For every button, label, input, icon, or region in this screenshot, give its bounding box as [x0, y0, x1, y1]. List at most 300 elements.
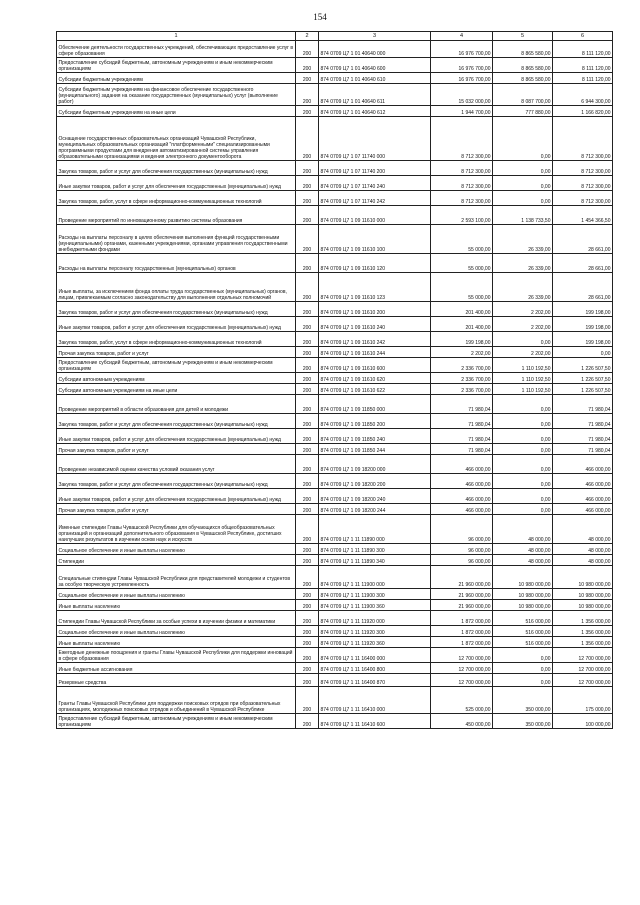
row-name-cell: Социальное обеспечение и иные выплаты населению — [57, 589, 296, 600]
row-code-cell: 874 0709 Ц7 1 09 11610 244 — [319, 347, 431, 358]
row-name-cell: Иные закупки товаров, работ и услуг для обеспечения государственных (муниципальных) нужд — [57, 317, 296, 332]
row-code-cell: 874 0709 Ц7 1 09 18200 000 — [319, 455, 431, 474]
table-row — [57, 504, 613, 515]
row-value-cell: 21 960 000,00 — [431, 566, 493, 589]
row-value-cell: 8 712 300,00 — [431, 117, 493, 161]
row-admin-cell: 200 — [296, 648, 319, 663]
table-row — [57, 254, 613, 273]
row-value-cell: 466 000,00 — [553, 474, 613, 489]
row-value-cell: 1 110 192,50 — [493, 384, 553, 395]
row-value-cell: 466 000,00 — [553, 489, 613, 504]
row-name-cell: Иные выплаты населению — [57, 637, 296, 648]
row-value-cell: 71 980,04 — [553, 429, 613, 444]
row-admin-cell: 200 — [296, 347, 319, 358]
row-value-cell: 15 032 000,00 — [431, 84, 493, 106]
row-value-cell: 8 712 300,00 — [553, 176, 613, 191]
row-name-cell: Специальные стипендии Главы Чувашской Республики для представителей молодежи и студентов за особую творческую устремленность — [57, 566, 296, 589]
row-value-cell: 2 336 700,00 — [431, 384, 493, 395]
row-value-cell: 516 000,00 — [493, 637, 553, 648]
row-admin-cell: 200 — [296, 317, 319, 332]
row-value-cell: 16 976 700,00 — [431, 41, 493, 58]
row-value-cell: 71 980,04 — [431, 395, 493, 414]
row-admin-cell: 200 — [296, 504, 319, 515]
row-code-cell: 874 0709 Ц7 1 09 11850 000 — [319, 395, 431, 414]
row-name-cell: Закупка товаров, работ и услуг для обеспечения государственных (муниципальных) нужд — [57, 302, 296, 317]
row-value-cell: 48 000,00 — [553, 515, 613, 544]
row-code-cell: 874 0709 Ц7 1 09 11610 000 — [319, 206, 431, 225]
column-header: 4 — [431, 32, 493, 41]
row-code-cell: 874 0709 Ц7 1 11 11900 000 — [319, 566, 431, 589]
table-row — [57, 73, 613, 84]
row-value-cell: 96 000,00 — [431, 544, 493, 555]
row-name-cell: Иные закупки товаров, работ и услуг для обеспечения государственных (муниципальных) нужд — [57, 429, 296, 444]
table-row — [57, 317, 613, 332]
table-row — [57, 225, 613, 254]
row-value-cell: 1 872 000,00 — [431, 637, 493, 648]
column-header: 2 — [296, 32, 319, 41]
column-header: 6 — [553, 32, 613, 41]
row-value-cell: 8 865 580,00 — [493, 41, 553, 58]
row-value-cell: 2 336 700,00 — [431, 358, 493, 373]
row-value-cell: 466 000,00 — [431, 489, 493, 504]
row-name-cell: Обеспечение деятельности государственных учреждений, обеспечивающих предоставление услуг в сфере образования — [57, 41, 296, 58]
row-admin-cell: 200 — [296, 384, 319, 395]
row-value-cell: 16 976 700,00 — [431, 58, 493, 73]
row-code-cell: 874 0709 Ц7 1 11 11890 000 — [319, 515, 431, 544]
row-admin-cell: 200 — [296, 611, 319, 626]
row-value-cell: 0,00 — [493, 176, 553, 191]
row-code-cell: 874 0709 Ц7 1 11 11890 300 — [319, 544, 431, 555]
table-row — [57, 373, 613, 384]
row-code-cell: 874 0709 Ц7 1 09 11850 200 — [319, 414, 431, 429]
row-admin-cell: 200 — [296, 254, 319, 273]
row-value-cell: 10 980 000,00 — [493, 600, 553, 611]
row-value-cell: 199 198,00 — [431, 332, 493, 347]
row-value-cell: 516 000,00 — [493, 626, 553, 637]
row-value-cell: 8 865 580,00 — [493, 73, 553, 84]
row-value-cell: 466 000,00 — [431, 504, 493, 515]
row-admin-cell: 200 — [296, 161, 319, 176]
row-value-cell: 8 111 120,00 — [553, 41, 613, 58]
row-value-cell: 1 138 733,50 — [493, 206, 553, 225]
row-name-cell: Субсидии автономным учреждениям — [57, 373, 296, 384]
row-name-cell: Закупка товаров, работ, услуг в сфере информационно-коммуникационных технологий — [57, 332, 296, 347]
row-value-cell: 8 865 580,00 — [493, 58, 553, 73]
table-row — [57, 429, 613, 444]
row-admin-cell: 200 — [296, 674, 319, 687]
row-code-cell: 874 0709 Ц7 1 09 11610 600 — [319, 358, 431, 373]
row-value-cell: 0,00 — [493, 474, 553, 489]
table-row — [57, 455, 613, 474]
row-value-cell: 12 700 000,00 — [431, 648, 493, 663]
table-row — [57, 206, 613, 225]
row-admin-cell: 200 — [296, 544, 319, 555]
table-row — [57, 191, 613, 206]
row-code-cell: 874 0709 Ц7 1 09 18200 244 — [319, 504, 431, 515]
row-value-cell: 12 700 000,00 — [553, 648, 613, 663]
row-code-cell: 874 0709 Ц7 1 11 11920 000 — [319, 611, 431, 626]
row-value-cell: 2 202,00 — [431, 347, 493, 358]
row-value-cell: 1 110 192,50 — [493, 373, 553, 384]
row-value-cell: 48 000,00 — [493, 544, 553, 555]
row-name-cell: Стипендии Главы Чувашской Республики за особые успехи в изучении физики и математики — [57, 611, 296, 626]
row-value-cell: 26 339,00 — [493, 254, 553, 273]
row-value-cell: 0,00 — [493, 663, 553, 674]
row-code-cell: 874 0709 Ц7 1 11 16400 000 — [319, 648, 431, 663]
row-value-cell: 2 202,00 — [493, 347, 553, 358]
row-value-cell: 71 980,04 — [553, 444, 613, 455]
row-value-cell: 199 198,00 — [553, 332, 613, 347]
row-value-cell: 26 339,00 — [493, 225, 553, 254]
row-name-cell: Прочая закупка товаров, работ и услуг — [57, 504, 296, 515]
row-name-cell: Предоставление субсидий бюджетным, автономным учреждениям и иным некоммерческим организациям — [57, 358, 296, 373]
row-value-cell: 6 944 300,00 — [553, 84, 613, 106]
row-admin-cell: 200 — [296, 332, 319, 347]
row-value-cell: 0,00 — [493, 395, 553, 414]
row-admin-cell: 200 — [296, 106, 319, 117]
row-code-cell: 874 0709 Ц7 1 09 11610 100 — [319, 225, 431, 254]
row-admin-cell: 200 — [296, 429, 319, 444]
row-value-cell: 21 960 000,00 — [431, 600, 493, 611]
row-value-cell: 466 000,00 — [553, 504, 613, 515]
row-admin-cell: 200 — [296, 455, 319, 474]
table-body — [57, 41, 613, 729]
row-name-cell: Резервные средства — [57, 674, 296, 687]
budget-table — [56, 31, 613, 729]
row-code-cell: 874 0709 Ц7 1 11 11920 300 — [319, 626, 431, 637]
row-value-cell: 26 339,00 — [493, 273, 553, 302]
row-code-cell: 874 0709 Ц7 1 07 11740 240 — [319, 176, 431, 191]
row-value-cell: 12 700 000,00 — [431, 674, 493, 687]
row-admin-cell: 200 — [296, 41, 319, 58]
table-row — [57, 302, 613, 317]
row-value-cell: 48 000,00 — [493, 515, 553, 544]
table-row — [57, 714, 613, 729]
row-name-cell: Ежегодные денежные поощрения и гранты Главы Чувашской Республики для поддержки инноваций в сфере образования — [57, 648, 296, 663]
table-row — [57, 395, 613, 414]
row-value-cell: 0,00 — [493, 648, 553, 663]
table-row — [57, 663, 613, 674]
row-name-cell: Закупка товаров, работ и услуг для обеспечения государственных (муниципальных) нужд — [57, 474, 296, 489]
row-code-cell: 874 0709 Ц7 1 11 16400 800 — [319, 663, 431, 674]
row-value-cell: 1 226 507,50 — [553, 358, 613, 373]
row-code-cell: 874 0709 Ц7 1 09 11610 240 — [319, 317, 431, 332]
row-value-cell: 0,00 — [493, 504, 553, 515]
row-value-cell: 466 000,00 — [431, 455, 493, 474]
row-name-cell: Закупка товаров, работ, услуг в сфере информационно-коммуникационных технологий — [57, 191, 296, 206]
row-value-cell: 28 661,00 — [553, 225, 613, 254]
row-name-cell: Иные закупки товаров, работ и услуг для обеспечения государственных (муниципальных) нужд — [57, 176, 296, 191]
row-admin-cell: 200 — [296, 358, 319, 373]
table-row — [57, 489, 613, 504]
row-value-cell: 71 980,04 — [431, 444, 493, 455]
row-value-cell: 0,00 — [493, 489, 553, 504]
row-code-cell: 874 0709 Ц7 1 09 18200 240 — [319, 489, 431, 504]
row-admin-cell: 200 — [296, 117, 319, 161]
row-name-cell: Иные выплаты населению — [57, 600, 296, 611]
row-value-cell: 16 976 700,00 — [431, 73, 493, 84]
row-name-cell: Прочая закупка товаров, работ и услуг — [57, 347, 296, 358]
table-row — [57, 273, 613, 302]
row-value-cell: 8 712 300,00 — [553, 117, 613, 161]
table-row — [57, 648, 613, 663]
row-code-cell: 874 0709 Ц7 1 11 16410 000 — [319, 687, 431, 714]
row-value-cell: 8 111 120,00 — [553, 73, 613, 84]
row-value-cell: 1 110 192,50 — [493, 358, 553, 373]
row-value-cell: 71 980,04 — [431, 414, 493, 429]
row-value-cell: 10 980 000,00 — [493, 589, 553, 600]
row-name-cell: Закупка товаров, работ и услуг для обеспечения государственных (муниципальных) нужд — [57, 414, 296, 429]
table-row — [57, 566, 613, 589]
row-value-cell: 0,00 — [493, 414, 553, 429]
row-code-cell: 874 0709 Ц7 1 09 18200 200 — [319, 474, 431, 489]
row-name-cell: Стипендии — [57, 555, 296, 566]
row-value-cell: 0,00 — [493, 444, 553, 455]
row-name-cell: Предоставление субсидий бюджетным, автономным учреждениям и иным некоммерческим организациям — [57, 58, 296, 73]
row-admin-cell: 200 — [296, 444, 319, 455]
row-value-cell: 1 226 507,50 — [553, 373, 613, 384]
row-name-cell: Иные бюджетные ассигнования — [57, 663, 296, 674]
column-header: 3 — [319, 32, 431, 41]
row-value-cell: 55 000,00 — [431, 225, 493, 254]
table-row — [57, 589, 613, 600]
row-admin-cell: 200 — [296, 273, 319, 302]
row-value-cell: 0,00 — [493, 455, 553, 474]
row-code-cell: 874 0709 Ц7 1 07 11740 242 — [319, 191, 431, 206]
row-code-cell: 874 0709 Ц7 1 11 16410 600 — [319, 714, 431, 729]
row-value-cell: 525 000,00 — [431, 687, 493, 714]
row-name-cell: Прочая закупка товаров, работ и услуг — [57, 444, 296, 455]
row-value-cell: 1 454 366,50 — [553, 206, 613, 225]
row-name-cell: Проведение независимой оценки качества условий оказания услуг — [57, 455, 296, 474]
row-name-cell: Субсидии бюджетным учреждениям — [57, 73, 296, 84]
row-admin-cell: 200 — [296, 225, 319, 254]
row-name-cell: Субсидии бюджетным учреждениям на финансовое обеспечение государственного (муниципального) задания на оказание государственных (муниципальных) услуг (выполнение работ) — [57, 84, 296, 106]
row-code-cell: 874 0709 Ц7 1 07 11740 000 — [319, 117, 431, 161]
row-code-cell: 874 0709 Ц7 1 01 40640 611 — [319, 84, 431, 106]
table-row — [57, 58, 613, 73]
row-code-cell: 874 0709 Ц7 1 09 11850 244 — [319, 444, 431, 455]
row-value-cell: 0,00 — [493, 674, 553, 687]
row-admin-cell: 200 — [296, 414, 319, 429]
table-row — [57, 626, 613, 637]
row-admin-cell: 200 — [296, 589, 319, 600]
row-value-cell: 71 980,04 — [553, 414, 613, 429]
table-row — [57, 384, 613, 395]
row-admin-cell: 200 — [296, 84, 319, 106]
row-code-cell: 874 0709 Ц7 1 01 40640 000 — [319, 41, 431, 58]
row-code-cell: 874 0709 Ц7 1 09 11850 240 — [319, 429, 431, 444]
table-row — [57, 414, 613, 429]
row-admin-cell: 200 — [296, 206, 319, 225]
row-code-cell: 874 0709 Ц7 1 01 40640 610 — [319, 73, 431, 84]
row-value-cell: 466 000,00 — [431, 474, 493, 489]
table-row — [57, 347, 613, 358]
row-admin-cell: 200 — [296, 191, 319, 206]
table-header-row — [57, 32, 613, 41]
row-code-cell: 874 0709 Ц7 1 11 11920 360 — [319, 637, 431, 648]
row-admin-cell: 200 — [296, 714, 319, 729]
row-admin-cell: 200 — [296, 395, 319, 414]
row-value-cell: 1 356 000,00 — [553, 626, 613, 637]
row-code-cell: 874 0709 Ц7 1 11 11900 360 — [319, 600, 431, 611]
row-code-cell: 874 0709 Ц7 1 09 11610 622 — [319, 384, 431, 395]
row-name-cell: Гранты Главы Чувашской Республики для поддержки поисковых отрядов при образовательных организациях, молодежных поисковых отрядов и объединений в Чувашской Республике — [57, 687, 296, 714]
row-name-cell: Иные выплаты, за исключением фонда оплаты труда государственных (муниципальных) органов, лицам, привлекаемым согласно законодательству для выполнения отдельных полномочий — [57, 273, 296, 302]
row-value-cell: 71 980,04 — [553, 395, 613, 414]
row-admin-cell: 200 — [296, 600, 319, 611]
row-admin-cell: 200 — [296, 687, 319, 714]
row-value-cell: 55 000,00 — [431, 254, 493, 273]
table-row — [57, 106, 613, 117]
row-name-cell: Именные стипендии Главы Чувашской Республики для обучающихся общеобразовательных организаций и организаций дополнительного образования в Чувашской Республике, достигших наилучших результатов в изучении основ наук и искусств — [57, 515, 296, 544]
row-name-cell: Социальное обеспечение и иные выплаты населению — [57, 544, 296, 555]
row-admin-cell: 200 — [296, 58, 319, 73]
row-value-cell: 466 000,00 — [553, 455, 613, 474]
table-row — [57, 176, 613, 191]
row-value-cell: 0,00 — [553, 347, 613, 358]
row-value-cell: 28 661,00 — [553, 254, 613, 273]
row-value-cell: 8 111 120,00 — [553, 58, 613, 73]
row-value-cell: 450 000,00 — [431, 714, 493, 729]
row-value-cell: 100 000,00 — [553, 714, 613, 729]
row-value-cell: 8 712 300,00 — [553, 191, 613, 206]
row-value-cell: 48 000,00 — [553, 544, 613, 555]
row-admin-cell: 200 — [296, 73, 319, 84]
row-name-cell: Закупка товаров, работ и услуг для обеспечения государственных (муниципальных) нужд — [57, 161, 296, 176]
row-code-cell: 874 0709 Ц7 1 07 11740 200 — [319, 161, 431, 176]
row-value-cell: 0,00 — [493, 332, 553, 347]
row-admin-cell: 200 — [296, 176, 319, 191]
row-name-cell: Предоставление субсидий бюджетным, автономным учреждениям и иным некоммерческим организациям — [57, 714, 296, 729]
row-value-cell: 55 000,00 — [431, 273, 493, 302]
table-row — [57, 444, 613, 455]
row-name-cell: Проведение мероприятий в области образования для детей и молодежи — [57, 395, 296, 414]
table-row — [57, 637, 613, 648]
page-number: 154 — [313, 12, 327, 22]
row-value-cell: 48 000,00 — [553, 555, 613, 566]
row-value-cell: 12 700 000,00 — [553, 674, 613, 687]
row-name-cell: Расходы на выплаты персоналу в целях обеспечения выполнения функций государственными (муниципальными) органами, казенными учреждениями, органами управления государственными внебюджетными фондами — [57, 225, 296, 254]
row-code-cell: 874 0709 Ц7 1 01 40640 600 — [319, 58, 431, 73]
row-value-cell: 10 980 000,00 — [553, 589, 613, 600]
row-value-cell: 175 000,00 — [553, 687, 613, 714]
row-value-cell: 1 356 000,00 — [553, 611, 613, 626]
row-admin-cell: 200 — [296, 474, 319, 489]
row-code-cell: 874 0709 Ц7 1 11 11900 300 — [319, 589, 431, 600]
row-value-cell: 0,00 — [493, 117, 553, 161]
row-admin-cell: 200 — [296, 566, 319, 589]
row-value-cell: 2 202,00 — [493, 317, 553, 332]
row-value-cell: 8 712 300,00 — [553, 161, 613, 176]
row-value-cell: 96 000,00 — [431, 555, 493, 566]
row-admin-cell: 200 — [296, 637, 319, 648]
row-value-cell: 777 880,00 — [493, 106, 553, 117]
row-value-cell: 8 712 300,00 — [431, 176, 493, 191]
row-value-cell: 10 980 000,00 — [493, 566, 553, 589]
row-code-cell: 874 0709 Ц7 1 09 11610 620 — [319, 373, 431, 384]
row-value-cell: 0,00 — [493, 191, 553, 206]
row-admin-cell: 200 — [296, 489, 319, 504]
row-code-cell: 874 0709 Ц7 1 01 40640 612 — [319, 106, 431, 117]
row-value-cell: 8 712 300,00 — [431, 191, 493, 206]
row-name-cell: Проведение мероприятий по инновационному развитию системы образования — [57, 206, 296, 225]
row-value-cell: 199 198,00 — [553, 302, 613, 317]
row-value-cell: 1 166 820,00 — [553, 106, 613, 117]
row-value-cell: 2 202,00 — [493, 302, 553, 317]
row-value-cell: 8 087 700,00 — [493, 84, 553, 106]
row-admin-cell: 200 — [296, 302, 319, 317]
row-value-cell: 201 400,00 — [431, 317, 493, 332]
row-value-cell: 199 198,00 — [553, 317, 613, 332]
table-row — [57, 515, 613, 544]
row-value-cell: 10 980 000,00 — [553, 600, 613, 611]
row-code-cell: 874 0709 Ц7 1 09 11610 120 — [319, 254, 431, 273]
row-name-cell: Оснащение государственных образовательных организаций Чувашской Республики, муниципальных образовательных организаций "платформенными" специализированными программными продуктами для внедрения автоматизированной системы управления образовательными организациями и ведения электронного документооборота — [57, 117, 296, 161]
table-row — [57, 600, 613, 611]
table-row — [57, 544, 613, 555]
table-row — [57, 358, 613, 373]
row-value-cell: 1 872 000,00 — [431, 611, 493, 626]
table-row — [57, 41, 613, 58]
table-row — [57, 555, 613, 566]
row-admin-cell: 200 — [296, 515, 319, 544]
row-admin-cell: 200 — [296, 626, 319, 637]
row-code-cell: 874 0709 Ц7 1 09 11610 200 — [319, 302, 431, 317]
row-value-cell: 1 226 507,50 — [553, 384, 613, 395]
table-row — [57, 674, 613, 687]
row-name-cell: Социальное обеспечение и иные выплаты населению — [57, 626, 296, 637]
row-value-cell: 8 712 300,00 — [431, 161, 493, 176]
row-value-cell: 71 980,04 — [431, 429, 493, 444]
table-row — [57, 161, 613, 176]
row-name-cell: Субсидии автономным учреждениям на иные цели — [57, 384, 296, 395]
row-value-cell: 350 000,00 — [493, 714, 553, 729]
row-value-cell: 96 000,00 — [431, 515, 493, 544]
row-value-cell: 0,00 — [493, 161, 553, 176]
column-header: 5 — [493, 32, 553, 41]
row-value-cell: 516 000,00 — [493, 611, 553, 626]
column-header: 1 — [57, 32, 296, 41]
row-value-cell: 1 944 700,00 — [431, 106, 493, 117]
row-value-cell: 28 661,00 — [553, 273, 613, 302]
row-value-cell: 0,00 — [493, 429, 553, 444]
row-name-cell: Расходы на выплаты персоналу государственных (муниципальных) органов — [57, 254, 296, 273]
row-code-cell: 874 0709 Ц7 1 11 11890 340 — [319, 555, 431, 566]
table-row — [57, 687, 613, 714]
row-value-cell: 201 400,00 — [431, 302, 493, 317]
row-value-cell: 350 000,00 — [493, 687, 553, 714]
row-value-cell: 1 872 000,00 — [431, 626, 493, 637]
row-value-cell: 2 336 700,00 — [431, 373, 493, 384]
row-value-cell: 12 700 000,00 — [553, 663, 613, 674]
table-row — [57, 332, 613, 347]
row-name-cell: Иные закупки товаров, работ и услуг для обеспечения государственных (муниципальных) нужд — [57, 489, 296, 504]
row-value-cell: 10 980 000,00 — [553, 566, 613, 589]
row-code-cell: 874 0709 Ц7 1 11 16400 870 — [319, 674, 431, 687]
row-code-cell: 874 0709 Ц7 1 09 11610 123 — [319, 273, 431, 302]
table-row — [57, 84, 613, 106]
table-row — [57, 611, 613, 626]
row-code-cell: 874 0709 Ц7 1 09 11610 242 — [319, 332, 431, 347]
table-row — [57, 117, 613, 161]
row-value-cell: 48 000,00 — [493, 555, 553, 566]
row-value-cell: 2 593 100,00 — [431, 206, 493, 225]
row-value-cell: 12 700 000,00 — [431, 663, 493, 674]
row-admin-cell: 200 — [296, 663, 319, 674]
table-row — [57, 474, 613, 489]
row-admin-cell: 200 — [296, 373, 319, 384]
